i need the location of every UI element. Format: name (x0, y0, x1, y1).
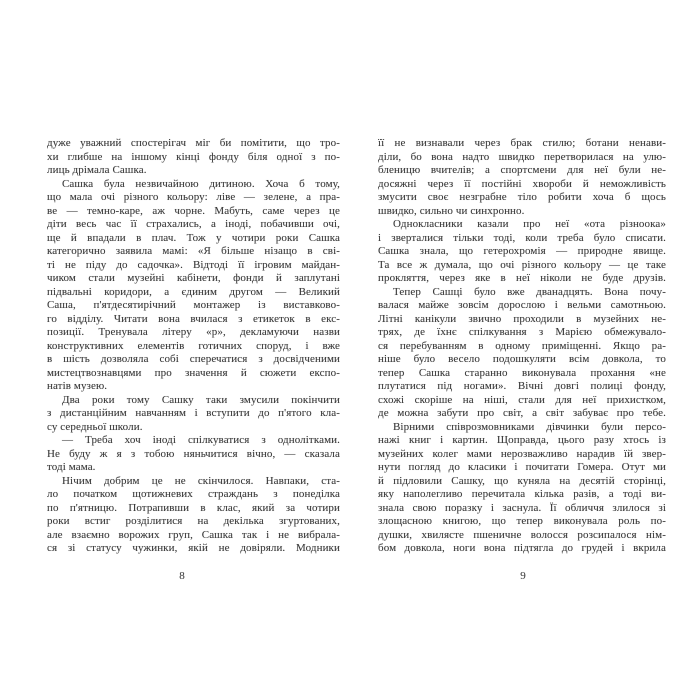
paragraph (47, 137, 340, 178)
paragraph (378, 421, 666, 556)
text-line: ніше було весело подошкуляти всім довкола, то (378, 353, 666, 365)
page-number-left: 8 (179, 570, 185, 582)
text-line: Сашка знала, що гетерохромія — природне явище. (378, 245, 666, 257)
text-line: Літні канікули звично проходили в музейних не- (378, 312, 666, 325)
text-line: діли, бо вона надто швидко перетворилася на улю- (378, 150, 666, 163)
text-line: музейних колег мами нерозважливо нарадив їй звер- (378, 447, 666, 460)
text-line: конструктивних елементів готичних споруд, і вже (47, 339, 340, 352)
text-line: натів музею. (47, 380, 108, 392)
text-line: дуже уважний спостерігач міг би помітити, що тро- (47, 137, 340, 149)
text-line: Сашка була незвичайною дитиною. Хоча б тому, (62, 177, 340, 190)
text-line: її не визнавали через брак стилю; ботани ненави- (378, 137, 666, 149)
paragraph (47, 475, 340, 556)
text-line: Однокласники казали про неї «ота різноока» (393, 218, 666, 230)
text-line: трях, де їхнє спілкування з Марією обмежувало- (378, 326, 666, 338)
text-line: хи глибше на іншому кінці фонду біля одної з по- (47, 150, 340, 163)
text-line: де можна забути про світ, а світ забуває про тебе. (378, 407, 666, 419)
text-line: Нічим добрим це не скінчилося. Навпаки, ста- (62, 474, 340, 487)
text-line: що мала очі різного кольору: ліве — зелене, а пра- (47, 191, 340, 203)
text-line: знала свою поразку і заснула. Її обличчя злилося зі (378, 501, 666, 514)
paragraph (378, 218, 666, 286)
paragraph (47, 434, 340, 475)
paragraph (47, 178, 340, 394)
text-line: ті не піду до садочка». Відтоді її ігровим майдан- (47, 258, 340, 271)
text-line: діти весь час її страхались, а іноді, побачивши очі, (47, 218, 340, 230)
paragraph (47, 394, 340, 435)
text-line: плутатися під ногами». Вічні довгі полиці фонду, (378, 380, 666, 392)
text-line: яку наполегливо перечитала кілька разів, а тоді ви- (378, 488, 666, 500)
text-line: го відділу. Читати вона вчилася з етикеток в екс- (47, 312, 340, 325)
paragraph (378, 286, 666, 421)
text-line: Тепер Сашці було вже дванадцять. Вона почу- (393, 285, 666, 298)
text-line: злощасною книгою, що тепер виконувала роль по- (378, 515, 666, 527)
text-line: бом довкола, ноги вона підтягла до грудей і вкрила (378, 542, 666, 554)
text-line: роки встиг розділитися на декілька згуртованих, (47, 515, 340, 527)
text-line: су середньої школи. (47, 420, 143, 433)
text-line: ще й впадали в плач. Тож у чотири роки Сашка (47, 231, 340, 244)
text-line: досяжні через її постійні хвороби й неможливість (378, 177, 666, 190)
text-line: Не буду ж я з тобою няньчитися вічно, — сказала (47, 447, 340, 460)
page-number-right: 9 (520, 570, 526, 582)
text-line: Та все ж думала, що очі різного кольору — це таке (378, 258, 666, 271)
text-line: душки, хвилясте пшеничне волосся розсипалося нім- (378, 528, 666, 541)
text-line: нажі книг і картин. Щоправда, цього разу хтось із (378, 434, 666, 446)
text-line: ся перебуванням в одному приміщенні. Якщо ра- (378, 339, 666, 352)
text-line: підвальні коридори, а єдиним другом — Великий (47, 285, 340, 298)
text-line: змусити своє незграбне тіло робити хоча б щось (378, 191, 666, 203)
text-line: лиць дрімала Сашка. (47, 164, 147, 176)
text-line: тепер Сашка старанно виконувала прохання «не (378, 366, 666, 379)
text-line: Вірними співрозмовниками дівчинки були персо- (393, 420, 666, 433)
text-line: ве — темно-каре, аж чорне. Мабуть, саме через це (47, 204, 340, 217)
text-line: ло початком щотижневих страждань з понеділка (47, 488, 340, 500)
text-line: з дистанційним навчанням і вступити до п'ятого кла- (47, 407, 340, 419)
page-left-text-column (47, 137, 340, 556)
text-line: але взаємно ворожих груп, Сашка так і не вибрала- (47, 528, 340, 541)
text-line: нути погляд до класики і почитати Гомера. Отут ми (378, 461, 666, 473)
text-line: швидко, сильно чи синхронно. (378, 204, 525, 217)
text-line: по п'ятницю. Потрапивши в клас, який за чотири (47, 501, 340, 514)
text-line: чиком стали музейні кабінети, фонди й заплутані (47, 272, 340, 284)
text-line: мистецтвознавцями про значення й сюжети експо- (47, 366, 340, 379)
text-line: категорично заявила мамі: «Я більше нізащо в сві- (47, 245, 340, 257)
text-line: — Треба хоч іноді спілкуватися з однолітками. (62, 434, 340, 446)
text-line: і зверталися тільки тоді, коли треба було списати. (378, 231, 666, 244)
text-line: ся зі статусу чужинки, якій не довіряли. Модники (47, 542, 340, 554)
text-line: тоді мама. (47, 461, 96, 473)
text-line: схожі скоріше на ніші, стали для неї прихистком, (378, 393, 666, 406)
text-line: й підловили Сашку, що куняла на десятій сторінці, (378, 474, 666, 487)
text-line: бленицю вчителів; а спортсмени для неї були не- (378, 164, 666, 176)
text-line: в шість дозволяла собі сперечатися з досвідченими (47, 353, 340, 365)
paragraph (378, 137, 666, 218)
text-line: прокляття, через яке в неї ніколи не буде друзів. (378, 272, 666, 284)
text-line: позиції. Тренувала літеру «р», декламуючи назви (47, 326, 340, 338)
text-line: Саша, п'ятдесятирічний монтажер із виставково- (47, 299, 340, 311)
text-line: валася майже зовсім дорослою і вельми самотньою. (378, 299, 666, 311)
text-line: Два роки тому Сашку таки змусили покінчити (62, 393, 340, 406)
page-right-text-column (378, 137, 666, 556)
